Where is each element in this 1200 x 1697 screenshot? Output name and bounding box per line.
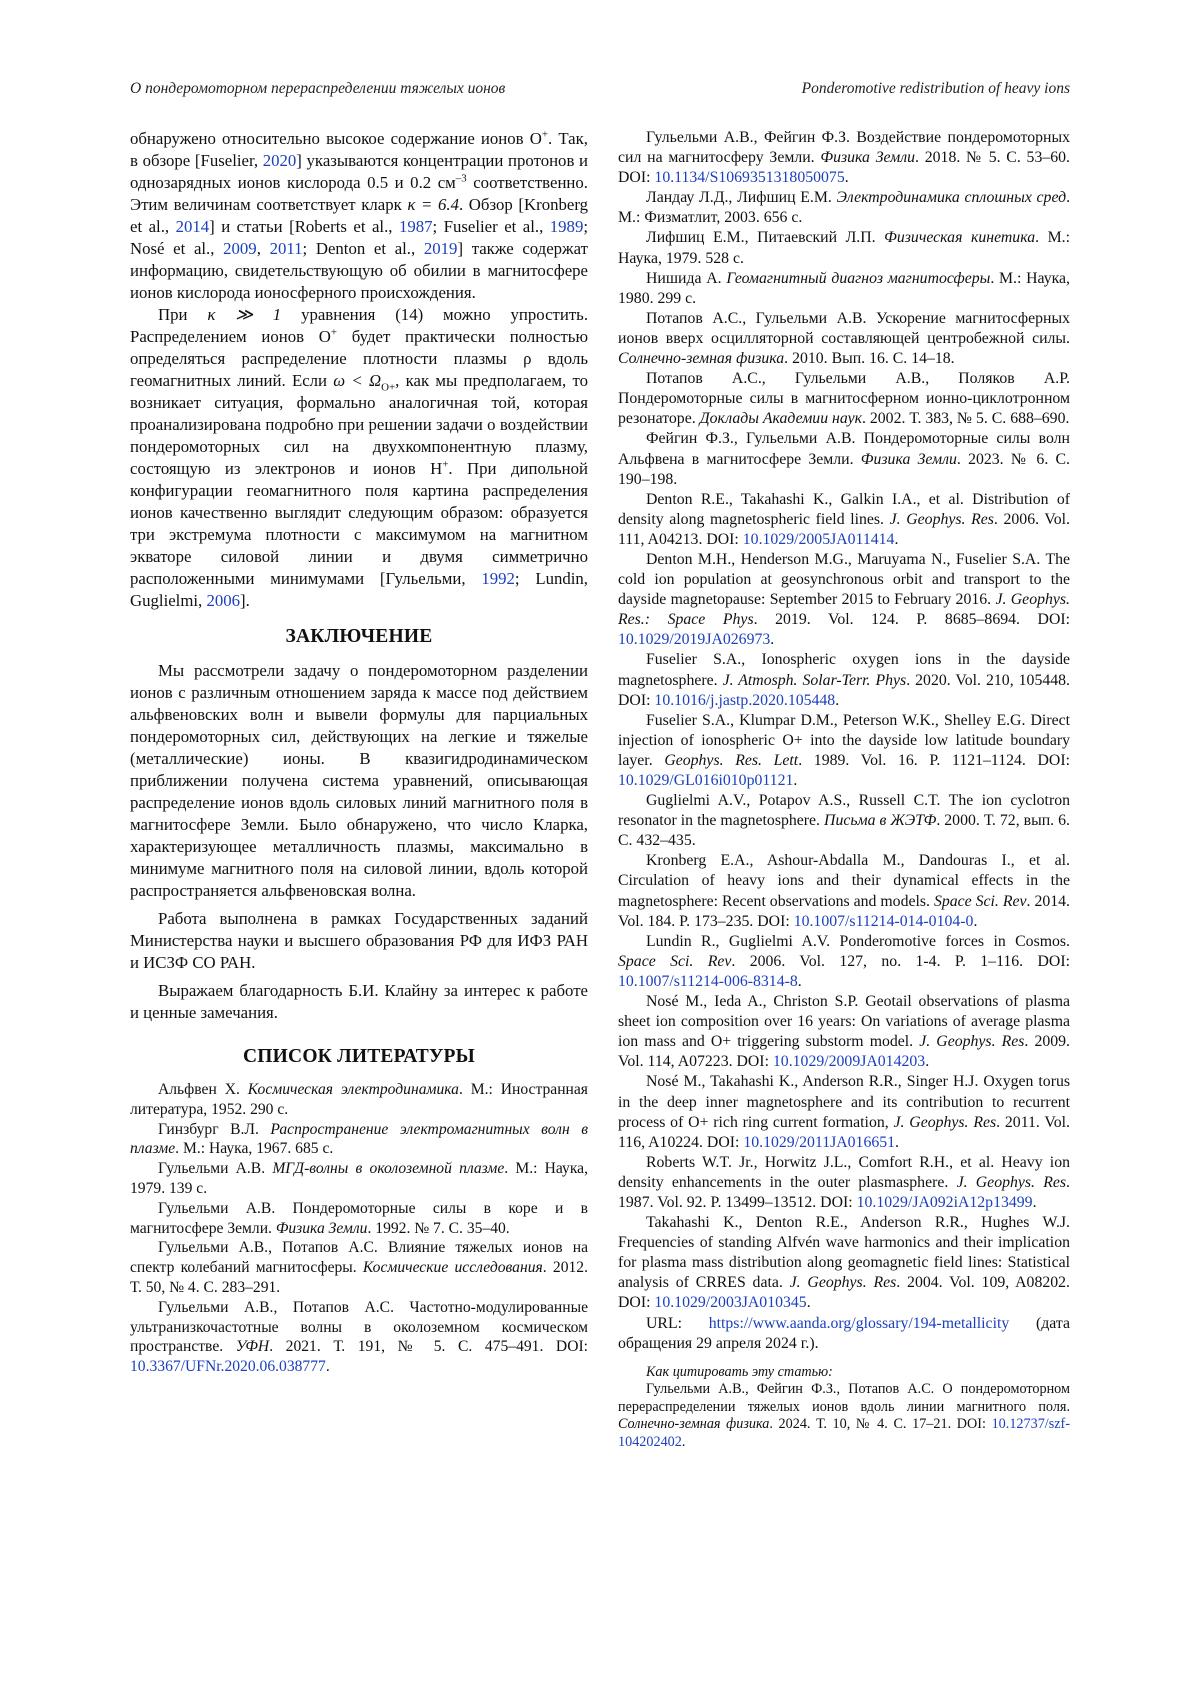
doi-link[interactable]: 10.1029/2019JA026973 bbox=[618, 631, 771, 649]
how-to-cite-label: Как цитировать эту статью: bbox=[646, 1363, 833, 1380]
reference-entry: Takahashi K., Denton R.E., Anderson R.R., Hughes W.J. Frequencies of standing Alfvén wave harmonics and their implication for plasma mass distribution along geomagnetic field lines: Statistical analysis of CRRES data. J. Geophys. Res. 2004. Vol. 109, A08202. DOI: 10.1029/2003JA010345. bbox=[618, 1214, 1071, 1312]
doi-link[interactable]: 10.1029/2009JA014203 bbox=[772, 1053, 926, 1071]
conclusion-heading: ЗАКЛЮЧЕНИЕ bbox=[285, 626, 433, 647]
right-column bbox=[618, 128, 1070, 1451]
journal-title: J. Geophys. Res bbox=[889, 510, 994, 528]
doi-link[interactable]: 10.1029/GL016i010p01121 bbox=[618, 772, 794, 789]
journal-title: Электродинамика сплошных сред bbox=[836, 189, 1067, 207]
doi-link[interactable]: 10.12737/szf-104202402 bbox=[618, 1416, 1070, 1450]
omega-condition: ω < Ω bbox=[333, 371, 382, 390]
journal-title: Распространение электромагнитных волн в плазме bbox=[130, 1120, 588, 1158]
journal-title: Солнечно-земная физика bbox=[618, 350, 785, 368]
reference-entry: Потапов А.С., Гульельми А.В. Ускорение магнитосферных ионов вверх осцилляторной составляющей центробежной силы. Солнечно-земная физика. 2010. Вып. 16. С. 14–18. bbox=[618, 309, 1070, 368]
reference-entry: Гульельми А.В., Фейгин Ф.З. Воздействие пондеромоторных сил на магнитосферу Земли. Физика Земли. 2018. № 5. С. 53–60. DOI: 10.1134/S1069351318050075. bbox=[618, 129, 1070, 187]
journal-title: Космические исследования bbox=[362, 1259, 543, 1277]
journal-title: J. Atmosph. Solar-Terr. Phys bbox=[722, 671, 907, 689]
journal-title: J. Geophys. Res.: Space Phys bbox=[618, 591, 1071, 629]
citation-link[interactable]: 1987 bbox=[398, 217, 433, 236]
body-paragraph-1: обнаружено относительно высокое содержание ионов O+. Так, в обзоре [Fuselier, 2020] указываются концентрации протонов и однозарядных ионов кислорода 0.5 и 0.2 $см^{-3}$ соответственно. Этим величинам соответствует кларк κ = 6.4. Обзор [Kronberg et al., 2014] и статьи [Roberts et al., 1987; Fuselier et al., 1989; Nosé et al., 2009, 2011; Denton et al., 2019] также содержат информацию, свидетельствующую об обилии в магнитосфере ионов кислорода ионосферного происхождения. bbox=[130, 128, 589, 302]
reference-entry: Нишида А. Геомагнитный диагноз магнитосферы. М.: Наука, 1980. 299 с. bbox=[618, 269, 1070, 307]
running-header-right: Ponderomotive redistribution of heavy ions bbox=[801, 80, 1070, 97]
body-text bbox=[130, 128, 588, 612]
reference-entry: Nosé M., Ieda A., Christon S.P. Geotail observations of plasma sheet ion composition over 16 years: On variations of average plasma ion mass and O+ triggering substorm model. J. Geophys. Res. 2009. Vol. 114, A07223. DOI: 10.1029/2009JA014203. bbox=[618, 993, 1071, 1071]
citation-link[interactable]: 2011 bbox=[269, 239, 303, 258]
reference-entry: Roberts W.T. Jr., Horwitz J.L., Comfort R.H., et al. Heavy ion density enhancements in the outer plasmasphere. J. Geophys. Res. 1987. Vol. 92. P. 13499–13512. DOI: 10.1029/JA092iA12p13499. bbox=[618, 1153, 1070, 1211]
doi-link[interactable]: 10.1029/JA092iA12p13499 bbox=[856, 1193, 1033, 1211]
doi-link[interactable]: https://www.aanda.org/glossary/194-metallicity bbox=[708, 1314, 1010, 1332]
journal-title: Письма в ЖЭТФ bbox=[824, 812, 937, 830]
citation-link[interactable]: 2009 bbox=[223, 239, 257, 258]
running-header bbox=[130, 80, 1070, 104]
journal-title: Доклады Академии наук bbox=[699, 410, 862, 428]
journal-title: Космическая электродинамика bbox=[247, 1081, 459, 1098]
doi-link[interactable]: 10.1134/S1069351318050075 bbox=[654, 169, 845, 187]
reference-list-right bbox=[618, 128, 1070, 1354]
journal-title: Space Sci. Rev bbox=[618, 952, 732, 970]
acknowledgement-paragraph: Выражаем благодарность Б.И. Клайну за интерес к работе и ценные замечания. bbox=[130, 981, 588, 1022]
references-heading: СПИСОК ЛИТЕРАТУРЫ bbox=[243, 1046, 475, 1067]
journal-title: Физика Земли bbox=[275, 1219, 368, 1237]
reference-entry: Guglielmi A.V., Potapov A.S., Russell C.T. The ion cyclotron resonator in the magnetosphere. Письма в ЖЭТФ. 2000. Т. 72, вып. 6. С. 432–435. bbox=[618, 792, 1071, 850]
reference-entry: Ландау Л.Д., Лифшиц Е.М. Электродинамика сплошных сред. М.: Физматлит, 2003. 656 с. bbox=[618, 189, 1071, 227]
running-header-left: О пондеромоторном перераспределении тяжелых ионов bbox=[130, 80, 506, 97]
reference-entry: Lundin R., Guglielmi A.V. Ponderomotive forces in Cosmos. Space Sci. Rev. 2006. Vol. 127, no. 1-4. P. 1–116. DOI: 10.1007/s11214-006-8314-8. bbox=[618, 932, 1070, 990]
conclusion-paragraph-2: Работа выполнена в рамках Государственных заданий Министерства науки и высшего образования РФ для ИФЗ РАН и ИСЗФ СО РАН. bbox=[130, 909, 588, 972]
left-column bbox=[130, 128, 588, 1377]
journal-title: J. Geophys. Res bbox=[919, 1033, 1025, 1051]
journal-title: Геомагнитный диагноз магнитосферы bbox=[726, 269, 991, 287]
citation-link[interactable]: 2020 bbox=[262, 151, 297, 170]
citation-link[interactable]: 2006 bbox=[206, 591, 241, 610]
reference-entry: Потапов А.С., Гульельми А.В., Поляков А.Р. Пондеромоторные силы в магнитосферном ионно-циклотронном резонаторе. Доклады Академии наук. 2002. Т. 383, № 5. С. 688–690. bbox=[618, 370, 1070, 428]
journal-title: Физика Земли bbox=[860, 450, 957, 468]
reference-entry: Гульельми А.В., Потапов А.С. Влияние тяжелых ионов на спектр колебаний магнитосферы. Космические исследования. 2012. Т. 50, № 4. С. 283–291. bbox=[130, 1239, 588, 1296]
reference-entry: Fuselier S.A., Klumpar D.M., Peterson W.K., Shelley E.G. Direct injection of ionospheric O+ into the dayside low latitude boundary layer. Geophys. Res. Lett. 1989. Vol. 16. P. 1121–1124. DOI: 10.1029/GL016i010p01121. bbox=[618, 711, 1070, 789]
citation-link[interactable]: 1989 bbox=[549, 217, 584, 236]
reference-entry: Nosé M., Takahashi K., Anderson R.R., Singer H.J. Oxygen torus in the deep inner magnetosphere and its contribution to recurrent process of O+ rich ring current formation, J. Geophys. Res. 2011. Vol. 116, A10224. DOI: 10.1029/2011JA016651. bbox=[618, 1073, 1070, 1151]
kappa-value: κ = 6.4 bbox=[407, 195, 459, 214]
reference-entry: Гульельми А.В., Потапов А.С. Частотно-модулированные ультранизкочастотные волны в околоземном космическом пространстве. УФН. 2021. Т. 191, № 5. С. 475–491. DOI: 10.3367/UFNr.2020.06.038777. bbox=[130, 1298, 588, 1376]
journal-title: J. Geophys. Res bbox=[893, 1113, 997, 1131]
journal-title: J. Geophys. Res bbox=[789, 1274, 897, 1292]
journal-title: Geophys. Res. Lett bbox=[664, 751, 799, 769]
citation-link[interactable]: 2019 bbox=[423, 239, 458, 258]
journal-title: УФН bbox=[235, 1338, 270, 1356]
doi-link[interactable]: 10.1007/s11214-006-8314-8 bbox=[618, 972, 798, 990]
reference-entry: Гинзбург В.Л. Распространение электромагнитных волн в плазме. М.: Наука, 1967. 685 с. bbox=[130, 1120, 588, 1158]
citation-link[interactable]: 2014 bbox=[175, 217, 210, 236]
reference-entry: Kronberg E.A., Ashour-Abdalla M., Dandouras I., et al. Circulation of heavy ions and their dynamical effects in the magnetosphere: Recent observations and models. Space Sci. Rev. 2014. Vol. 184. P. 173–235. DOI: 10.1007/s11214-014-0104-0. bbox=[618, 852, 1070, 930]
kappa-condition: κ ≫ 1 bbox=[207, 305, 282, 324]
reference-entry: Denton M.H., Henderson M.G., Maruyama N., Fuselier S.A. The cold ion population at geosynchronous orbit and transport to the dayside magnetopause: September 2015 to February 2016. J. Geophys. Res.: Space Phys. 2019. Vol. 124. P. 8685–8694. DOI: 10.1029/2019JA026973. bbox=[618, 550, 1071, 649]
journal-title: Физика Земли bbox=[820, 149, 916, 167]
reference-entry: Лифшиц Е.М., Питаевский Л.П. Физическая кинетика. М.: Наука, 1979. 528 с. bbox=[618, 229, 1070, 267]
doi-link[interactable]: 10.1029/2003JA010345 bbox=[654, 1294, 807, 1312]
reference-entry: Фейгин Ф.З., Гульельми А.В. Пондеромоторные силы волн Альфвена в магнитосфере Земли. Физика Земли. 2023. № 6. С. 190–198. bbox=[618, 430, 1070, 488]
citation-link[interactable]: 1992 bbox=[481, 569, 515, 588]
reference-entry: Fuselier S.A., Ionospheric oxygen ions in the dayside magnetosphere. J. Atmosph. Solar-Terr. Phys. 2020. Vol. 210, 105448. DOI: 10.1016/j.jastp.2020.105448. bbox=[618, 651, 1070, 709]
reference-entry: Denton R.E., Takahashi K., Galkin I.A., et al. Distribution of density along magnetospheric field lines. J. Geophys. Res. 2006. Vol. 111, A04213. DOI: 10.1029/2005JA011414. bbox=[618, 490, 1071, 548]
reference-list-left bbox=[130, 1080, 588, 1377]
doi-link[interactable]: 10.1029/2011JA016651 bbox=[743, 1133, 896, 1151]
journal-title: Space Sci. Rev bbox=[933, 892, 1027, 910]
reference-entry: URL: https://www.aanda.org/glossary/194-metallicity (дата обращения 29 апреля 2024 г.). bbox=[618, 1314, 1070, 1352]
doi-link[interactable]: 10.3367/UFNr.2020.06.038777 bbox=[130, 1358, 326, 1376]
journal-title: МГД-волны в околоземной плазме bbox=[272, 1160, 505, 1178]
journal-title: Физическая кинетика bbox=[884, 229, 1036, 247]
doi-link[interactable]: 10.1007/s11214-014-0104-0 bbox=[793, 912, 974, 930]
reference-entry: Гульельми А.В. Пондеромоторные силы в коре и в магнитосфере Земли. Физика Земли. 1992. № 7. С. 35–40. bbox=[130, 1199, 588, 1237]
doi-link[interactable]: 10.1016/j.jastp.2020.105448 bbox=[654, 691, 836, 709]
conclusion-paragraph-1: Мы рассмотрели задачу о пондеромоторном разделении ионов с различным отношением заряда к массе под действием альфвеновских волн и вывели формулы для парциальных пондеромоторных сил, действующих на легкие и тяжелые (металлические) ионы. В квазигидродинамическом приближении получена система уравнений, описывающая распределение ионов вдоль силовых линий магнитного поля в магнитосфере Земли. Было обнаружено, что число Кларка, характеризующее металличность плазмы, максимально в минимуме магнитного поля на силовой линии, вдоль которой распространяется альфвеновская волна. bbox=[130, 661, 588, 900]
reference-entry: Гульельми А.В. МГД-волны в околоземной плазме. М.: Наука, 1979. 139 с. bbox=[130, 1160, 589, 1197]
how-to-cite-block bbox=[618, 1364, 1070, 1452]
journal-title: J. Geophys. Res bbox=[956, 1173, 1067, 1191]
body-paragraph-2: При κ ≫ 1 уравнения (14) можно упростить. Распределением ионов O+ будет практически полностью определяться распределение плотности плазмы ρ вдоль геомагнитных линий. Если $\omega < \Omega_{O+}$, как мы предполагаем, то возникает ситуация, формально аналогичная той, которая проанализирована подробно при решении задачи о воздействии пондеромоторных сил на двухкомпонентную плазму, состоящую из электронов и ионов H+. При дипольной конфигурации геомагнитного поля картина распределения ионов качественно выглядит следующим образом: образуется три экстремума плотности с максимумом на магнитном экваторе силовой линии и двумя симметрично расположенными минимумами [Гульельми, 1992; Lundin, Guglielmi, 2006]. bbox=[130, 305, 589, 610]
how-to-cite-text: Гульельми А.В., Фейгин Ф.З., Потапов А.С. О пондеромоторном перераспределении тяжелых ионов вдоль линии магнитного поля. Солнечно-земная физика. 2024. Т. 10, № 4. С. 17–21. DOI: 10.12737/szf-104202402. bbox=[618, 1381, 1070, 1450]
reference-entry: Альфвен Х. Космическая электродинамика. М.: Иностранная литература, 1952. 290 с. bbox=[130, 1081, 588, 1118]
doi-link[interactable]: 10.1029/2005JA011414 bbox=[742, 530, 895, 548]
